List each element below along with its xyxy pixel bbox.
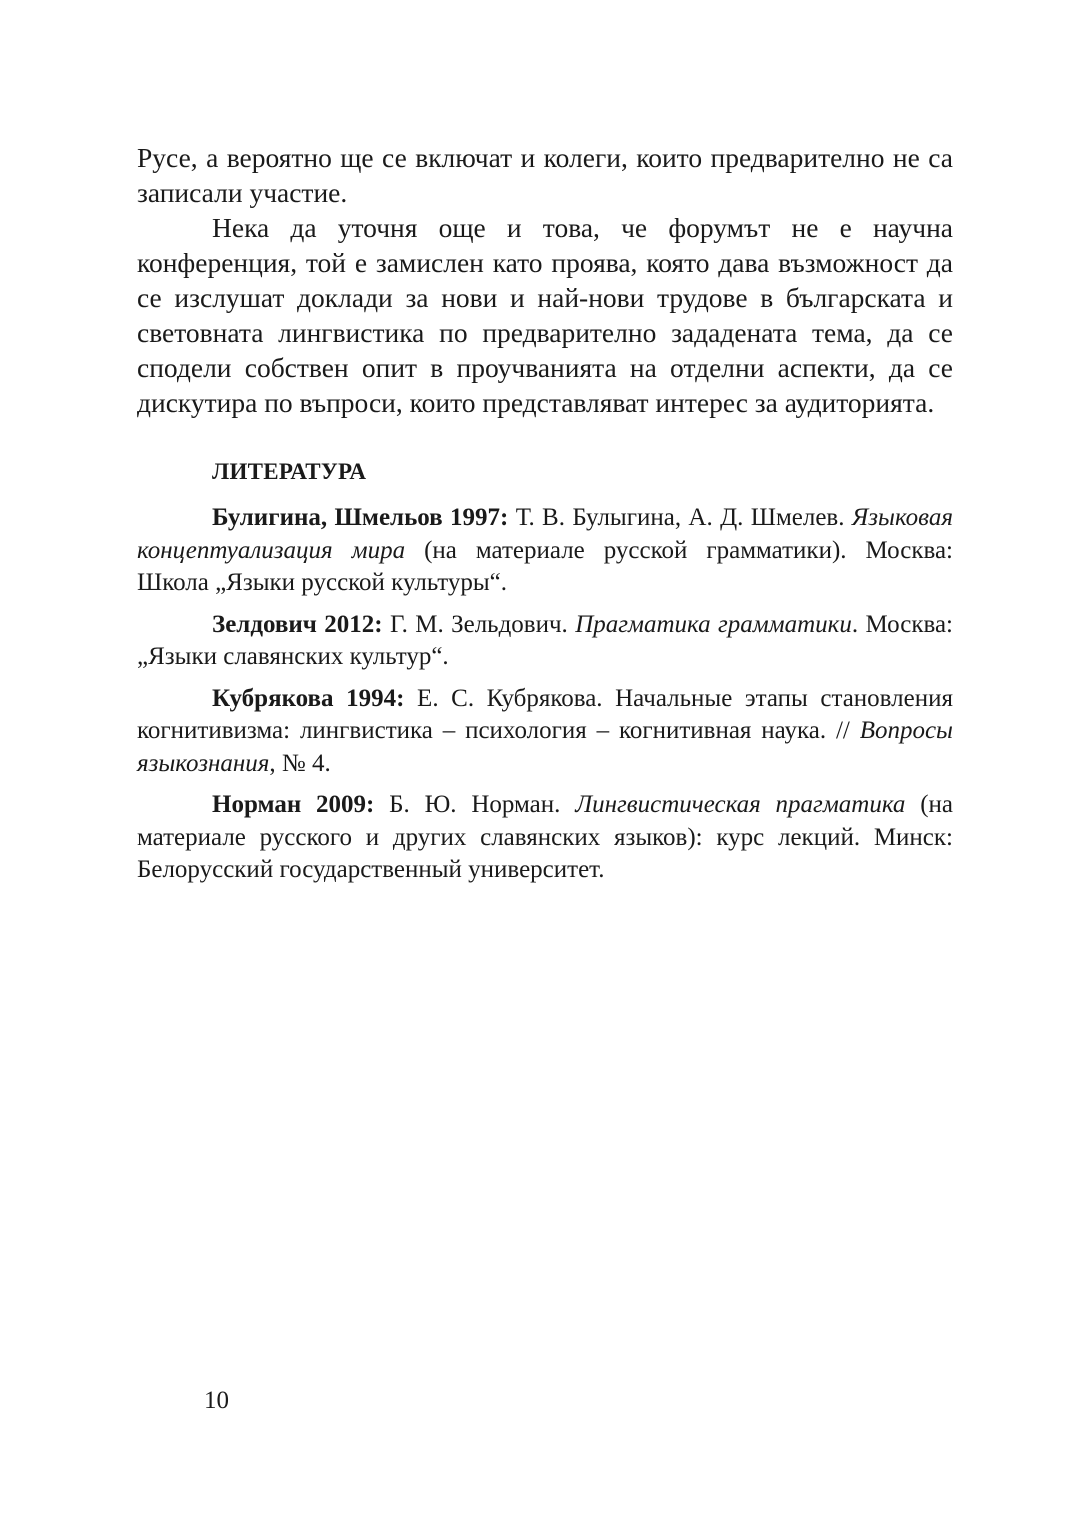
- reference-item: [137, 609, 953, 674]
- reference-item: [137, 789, 953, 887]
- reference-key: Кубрякова 1994:: [212, 684, 405, 712]
- reference-key: Норман 2009:: [212, 791, 375, 818]
- references-list: [137, 502, 953, 887]
- reference-authors: Т. В. Булыгина, А. Д. Шмелев.: [508, 504, 852, 531]
- reference-item: [137, 683, 953, 781]
- references-heading: ЛИТЕРАТУРА: [212, 459, 367, 484]
- body-paragraph-2: Нека да уточня още и това, че форумът не е научна конференция, той е замислен като проява, която дава възможност да се изслушат доклади за нови и най-нови трудове в българската и световната лингвистика по предварително зададената тема, да се сподели собствен опит в проучванията на отделни аспекти, да се дискутира по въпроси, които представляват интерес за аудиторията.: [137, 212, 953, 418]
- page-content: [137, 140, 953, 896]
- reference-details: , № 4.: [269, 749, 331, 777]
- reference-title: Лингвистическая прагматика: [575, 791, 906, 818]
- reference-details: . Москва: „Языки славянских культур“.: [137, 610, 953, 670]
- reference-key: Булигина, Шмельов 1997:: [212, 504, 509, 531]
- reference-title: Языковая концептуализация мира: [137, 504, 953, 564]
- reference-authors: Е. С. Кубрякова: [404, 684, 597, 712]
- page-number: 10: [204, 1387, 229, 1414]
- reference-details: (на материале русской грамматики). Москва: Школа „Языки русской культуры“.: [137, 536, 953, 596]
- reference-title: Прагматика грамматики: [575, 610, 852, 638]
- reference-authors: Г. М. Зельдович.: [382, 610, 576, 638]
- body-paragraph-1: Русе, а вероятно ще се включат и колеги, които предварително не са записали участие.: [137, 142, 953, 208]
- reference-article-title: . Начальные этапы становления когнитивизма: лингвистика – психология – когнитивная наука. //: [137, 684, 953, 744]
- reference-details: (на материале русского и других славянских языков): курс лекций. Минск: Белорусский государственный университет.: [137, 791, 954, 883]
- reference-title: Вопросы языкознания: [137, 717, 953, 777]
- reference-item: [137, 502, 953, 600]
- reference-key: Зелдович 2012:: [212, 610, 383, 638]
- reference-authors: Б. Ю. Норман.: [374, 791, 576, 818]
